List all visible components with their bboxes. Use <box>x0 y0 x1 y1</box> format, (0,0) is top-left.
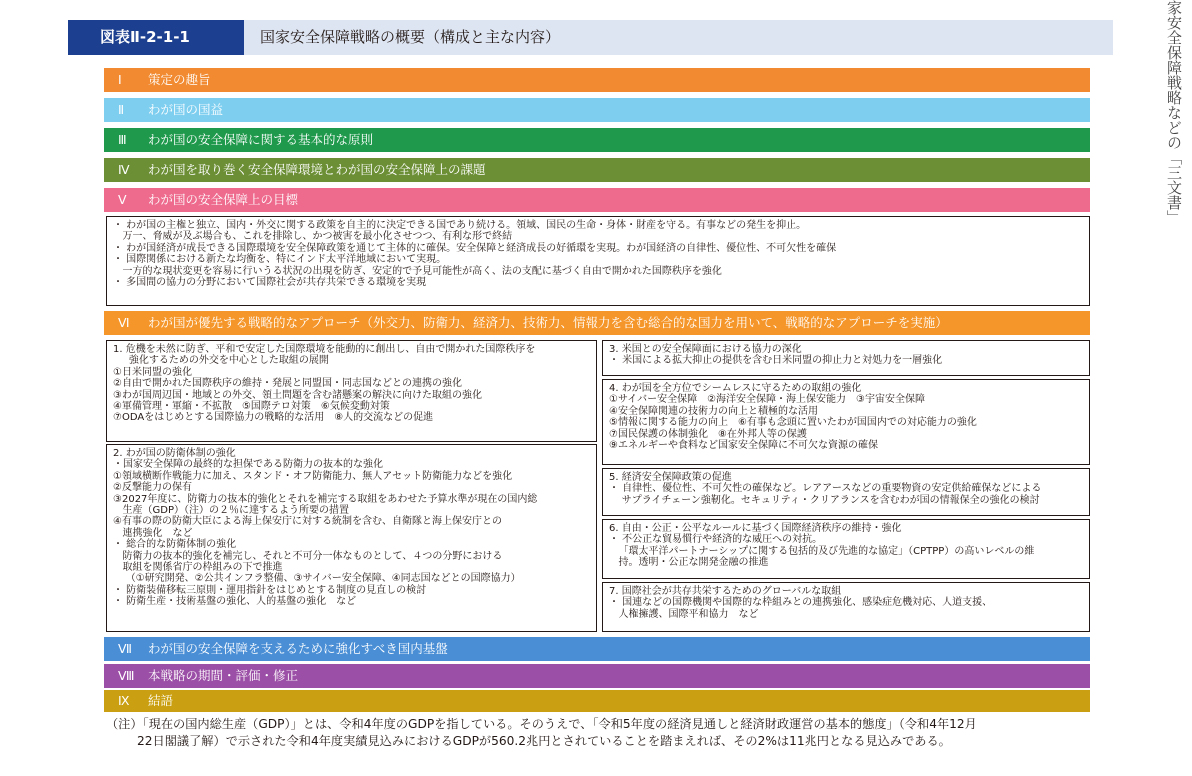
section-label: 結語 <box>148 693 174 708</box>
section-label: わが国の国益 <box>148 102 224 117</box>
footnote: （注）「現在の国内総生産（GDP）」とは、令和4年度のGDPを指している。そのうえで、「令和5年度の経済見通しと経済財政運営の基本的態度」（令和4年12月 22日閣議了解）で示された令和4年度実績見込みにおけるGDPが560.2兆円とされていることを踏まえれば、その2%は11兆円となる見込みである。 <box>106 717 977 748</box>
figure-label: 図表Ⅱ-2-1-1 <box>68 20 244 55</box>
section-number: Ⅶ <box>118 641 132 656</box>
section-bar-6 <box>104 311 1090 335</box>
section-bar-5 <box>104 188 1090 212</box>
section-number: Ⅰ <box>118 72 122 87</box>
section-number: Ⅴ <box>118 192 127 207</box>
section-number: Ⅲ <box>118 132 127 147</box>
approach-box-4: 4. わが国を全方位でシームレスに守るための取組の強化 ①サイバー安全保障 ②海洋安全保障・海上保安能力 ③宇宙安全保障 ④安全保障関連の技術力の向上と積極的な活用 ⑤情報に関する能力の向上 ⑥有事も念頭に置いたわが国国内での対応能力の強化 ⑦国民保護の体制強化 ⑧在外邦人等の保護 ⑨エネルギーや食料など国家安全保障に不可欠な資源の確保 <box>602 379 1090 465</box>
section-label: わが国の安全保障上の目標 <box>148 192 299 207</box>
section-bar-7 <box>104 637 1090 661</box>
section-bar-8 <box>104 664 1090 688</box>
approach-box-7: 7. 国際社会が共存共栄するためのグローバルな取組 ・ 国連などの国際機関や国際的な枠組みとの連携強化、感染症危機対応、人道支援、 人権擁護、国際平和協力 など <box>602 582 1090 632</box>
section-number: Ⅳ <box>118 162 130 177</box>
approach-box-2: 2. わが国の防衛体制の強化 ・国家安全保障の最終的な担保である防衛力の抜本的な強化 ①領域横断作戦能力に加え、スタンド・オフ防衛能力、無人アセット防衛能力などを強化 ②反撃能力の保有 ③2027年度に、防衛力の抜本的強化とそれを補完する取組をあわせた予算水準が現在の国内総 生産（GDP）（注）の２％に達するよう所要の措置 ④有事の際の防衛大臣による海上保安庁に対する統制を含む、自衛隊と海上保安庁との 連携強化 など ・ 総合的な防衛体制の強化 防衛力の抜本的強化を補完し、それと不可分一体なものとして、４つの分野における 取組を関係省庁の枠組みの下で推進 （①研究開発、②公共インフラ整備、③サイバー安全保障、④同志国などとの国際協力） ・ 防衛装備移転三原則・運用指針をはじめとする制度の見直しの検討 ・ 防衛生産・技術基盤の強化、人的基盤の強化 など <box>106 444 597 632</box>
goals-box: ・ わが国の主権と独立、国内・外交に関する政策を自主的に決定できる国であり続ける。領域、国民の生命・身体・財産を守る。有事などの発生を抑止。 万一、脅威が及ぶ場合も、これを排除し、かつ被害を最小化させつつ、有利な形で終結 ・ わが国経済が成長できる国際環境を安全保障政策を通じて主体的に確保。安全保障と経済成長の好循環を実現。わが国経済の自律性、優位性、不可欠性を確保 ・ 国際関係における新たな均衡を、特にインド太平洋地域において実現。 一方的な現状変更を容易に行いうる状況の出現を防ぎ、安定的で予見可能性が高く、法の支配に基づく自由で開かれた国際秩序を強化 ・ 多国間の協力の分野において国際社会が共存共栄できる環境を実現 <box>106 216 1090 306</box>
approach-box-3: 3. 米国との安全保障面における協力の深化 ・ 米国による拡大抑止の提供を含む日米同盟の抑止力と対処力を一層強化 <box>602 340 1090 376</box>
section-bar-2 <box>104 98 1090 122</box>
section-label: 本戦略の期間・評価・修正 <box>148 668 299 683</box>
section-label: わが国の安全保障に関する基本的な原則 <box>148 132 374 147</box>
approach-box-5: 5. 経済安全保障政策の促進 ・ 自律性、優位性、不可欠性の確保など。レアアースなどの重要物資の安定供給確保などによる サプライチェーン強靭化。セキュリティ・クリアランスを含むわが国の情報保全の強化の検討 <box>602 468 1090 516</box>
section-label: わが国の安全保障を支えるために強化すべき国内基盤 <box>148 641 448 656</box>
section-number: Ⅱ <box>118 102 125 117</box>
approach-box-6: 6. 自由・公正・公平なルールに基づく国際経済秩序の維持・強化 ・ 不公正な貿易慣行や経済的な威圧への対抗。 「環太平洋パートナーシップに関する包括的及び先進的な協定」（CPTPP）の高いレベルの維 持。透明・公正な開発金融の推進 <box>602 519 1090 579</box>
section-number: Ⅸ <box>118 693 130 708</box>
section-bar-3 <box>104 128 1090 152</box>
section-bar-1 <box>104 68 1090 92</box>
section-number: Ⅷ <box>118 668 135 683</box>
section-label: わが国を取り巻く安全保障環境とわが国の安全保障上の課題 <box>148 162 486 177</box>
approach-box-1: 1. 危機を未然に防ぎ、平和で安定した国際環境を能動的に創出し、自由で開かれた国際秩序を 強化するための外交を中心とした取組の展開 ①日米同盟の強化 ②自由で開かれた国際秩序の維持・発展と同盟国・同志国などとの連携の強化 ③わが国周辺国・地域との外交、領土問題を含む諸懸案の解決に向けた取組の強化 ④軍備管理・軍縮・不拡散 ⑤国際テロ対策 ⑥気候変動対策 ⑦ODAをはじめとする国際協力の戦略的な活用 ⑧人的交流などの促進 <box>106 340 597 442</box>
section-number: Ⅵ <box>118 315 130 330</box>
section-label: わが国が優先する戦略的なアプローチ（外交力、防衛力、経済力、技術力、情報力を含む総合的な国力を用いて、戦略的なアプローチを実施） <box>148 315 948 330</box>
section-bar-4 <box>104 158 1090 182</box>
section-bar-9 <box>104 690 1090 712</box>
figure-title: 国家安全保障戦略の概要（構成と主な内容） <box>260 28 561 46</box>
section-label: 策定の趣旨 <box>148 72 211 87</box>
side-chapter-text: 家安全保障戦略などの「三文書」 <box>1165 0 1183 225</box>
